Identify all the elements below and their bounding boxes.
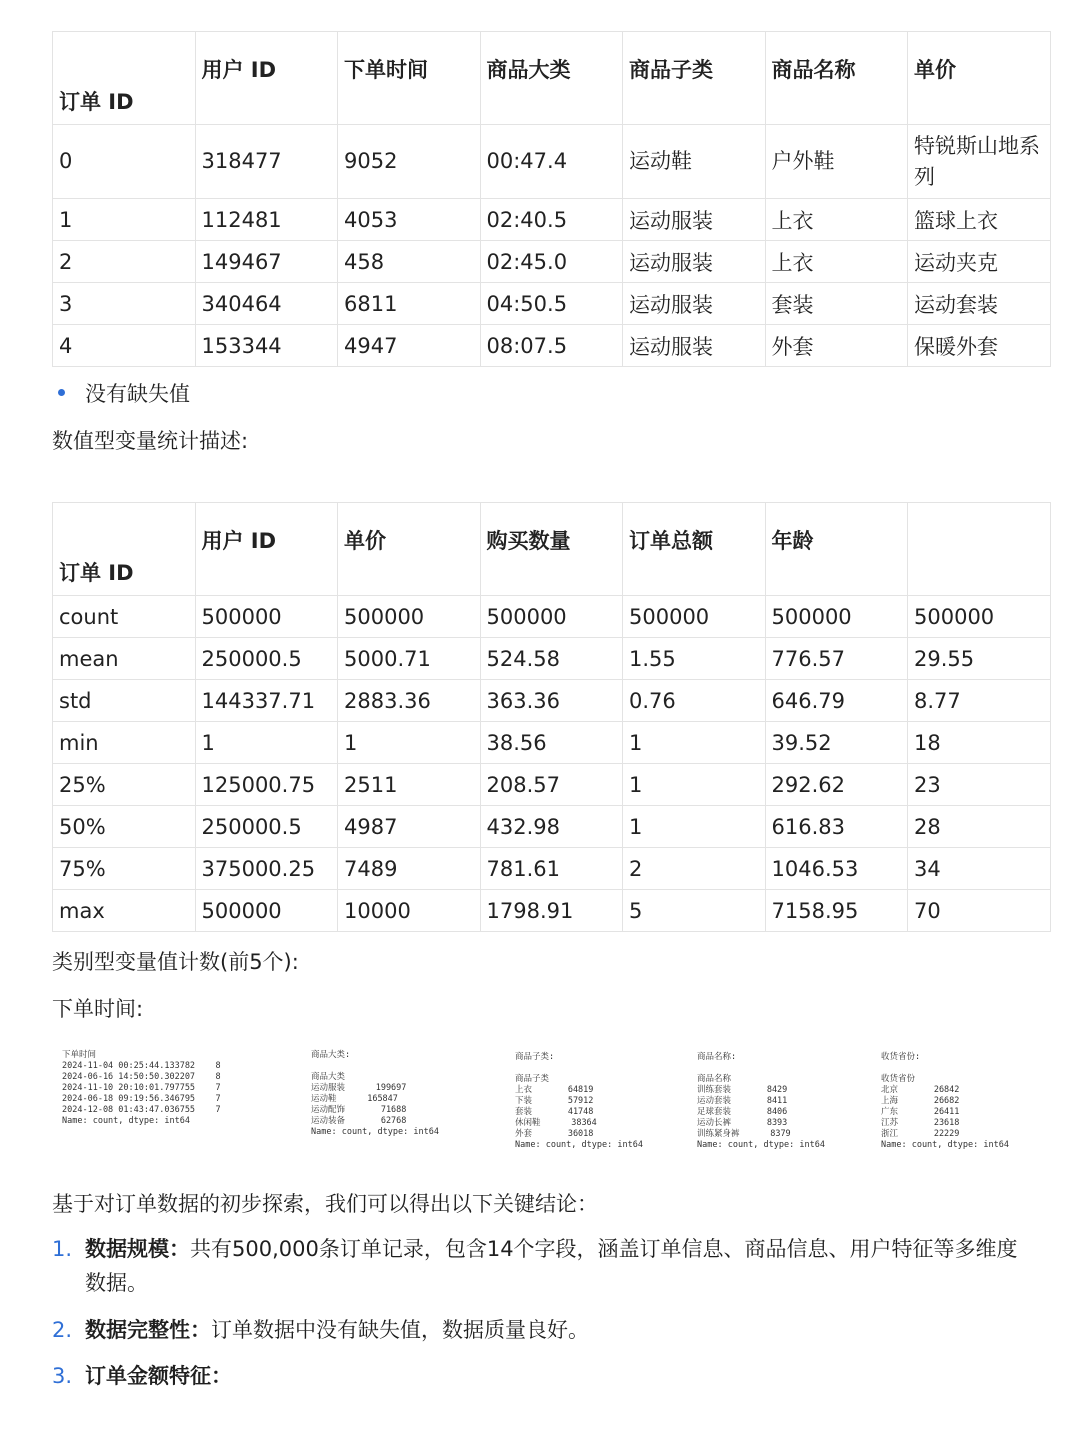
table-cell: max <box>53 890 196 932</box>
table-cell: 1 <box>623 722 766 764</box>
table-cell: 1798.91 <box>480 890 623 932</box>
table-cell: 616.83 <box>765 806 908 848</box>
table-cell: 144337.71 <box>195 680 338 722</box>
table-cell: 70 <box>908 890 1051 932</box>
table-cell: 250000.5 <box>195 806 338 848</box>
table-row <box>53 325 1051 367</box>
table-row <box>53 199 1051 241</box>
table-cell: 4053 <box>338 199 481 241</box>
table-cell: std <box>53 680 196 722</box>
list-item-title: 数据规模： <box>85 1237 190 1261</box>
list-item <box>52 1359 1027 1393</box>
table-cell: 7489 <box>338 848 481 890</box>
table-row <box>53 125 1051 199</box>
table-cell: count <box>53 596 196 638</box>
order-time-title: 下单时间: <box>52 997 144 1021</box>
table-cell: 75% <box>53 848 196 890</box>
list-item-text: 共有500,000条订单记录，包含14个字段，涵盖订单信息、商品信息、用户特征等多维度数据。 <box>85 1237 1018 1295</box>
list-body <box>85 1359 1025 1393</box>
table-row <box>53 638 1051 680</box>
table-cell: 38.56 <box>480 722 623 764</box>
table-cell: 5 <box>623 890 766 932</box>
table-cell: 2511 <box>338 764 481 806</box>
table-cell: 153344 <box>195 325 338 367</box>
table-cell: 4987 <box>338 806 481 848</box>
list-number: 1. <box>52 1237 73 1261</box>
numeric-stats-title: 数值型变量统计描述: <box>52 429 249 453</box>
table-cell: 套装 <box>765 283 908 325</box>
column-header: 购买数量 <box>480 503 623 596</box>
table-row <box>53 764 1051 806</box>
table-cell: 458 <box>338 241 481 283</box>
table-cell: 运动服装 <box>623 283 766 325</box>
column-header: 用户 ID <box>195 32 338 125</box>
list-item-text: 订单数据中没有缺失值，数据质量良好。 <box>211 1318 589 1342</box>
table-cell: 2 <box>623 848 766 890</box>
column-header: 订单总额 <box>623 503 766 596</box>
table-cell: 208.57 <box>480 764 623 806</box>
table-cell: 500000 <box>908 596 1051 638</box>
table-cell: 上衣 <box>765 199 908 241</box>
orders-preview-table <box>52 31 1051 367</box>
table-cell: 363.36 <box>480 680 623 722</box>
list-item <box>52 1313 1027 1347</box>
table-cell: 149467 <box>195 241 338 283</box>
table-cell: 特锐斯山地系列 <box>908 125 1051 199</box>
list-item-title: 订单金额特征： <box>85 1364 232 1388</box>
subcategory-value-counts: 商品子类: 商品子类 上衣 64819 下装 57912 套装 41748 休闲鞋 38364 外套 36018 Name: count, dtype: int64 <box>515 1052 643 1150</box>
table-cell: 781.61 <box>480 848 623 890</box>
column-header <box>908 503 1051 596</box>
table-cell: 运动服装 <box>623 199 766 241</box>
table-cell: 4947 <box>338 325 481 367</box>
column-header: 商品名称 <box>765 32 908 125</box>
table-row <box>53 806 1051 848</box>
column-header: 年龄 <box>765 503 908 596</box>
table-cell: 运动服装 <box>623 325 766 367</box>
table-cell: 500000 <box>480 596 623 638</box>
list-item-title: 数据完整性： <box>85 1318 211 1342</box>
table-row <box>53 722 1051 764</box>
table-row <box>53 241 1051 283</box>
list-number: 3. <box>52 1364 73 1388</box>
table-cell: 39.52 <box>765 722 908 764</box>
table-cell: 29.55 <box>908 638 1051 680</box>
list-body <box>85 1232 1025 1300</box>
table-cell: 运动夹克 <box>908 241 1051 283</box>
table-cell: 34 <box>908 848 1051 890</box>
table-cell: 500000 <box>195 890 338 932</box>
table-cell: 上衣 <box>765 241 908 283</box>
table-cell: 运动鞋 <box>623 125 766 199</box>
table-cell: 292.62 <box>765 764 908 806</box>
numeric-stats-table <box>52 502 1051 932</box>
table-cell: 10000 <box>338 890 481 932</box>
table-cell: 1 <box>195 722 338 764</box>
table-cell: 6811 <box>338 283 481 325</box>
table-cell: 02:40.5 <box>480 199 623 241</box>
table-cell: 18 <box>908 722 1051 764</box>
table-row <box>53 680 1051 722</box>
list-item <box>52 1232 1027 1302</box>
table-cell: 500000 <box>623 596 766 638</box>
table-cell: 1.55 <box>623 638 766 680</box>
table-cell: 9052 <box>338 125 481 199</box>
table-cell: mean <box>53 638 196 680</box>
table-cell: 318477 <box>195 125 338 199</box>
table-cell: 5000.71 <box>338 638 481 680</box>
order-time-value-counts: 下单时间 2024-11-04 00:25:44.133782 8 2024-06-16 14:50:50.302207 8 2024-11-10 20:10:01.797755 7 2024-06-18 09:19:56.346795 7 2024-12-08 01:43:47.036755 7 Name: count, dtype: int64 <box>62 1050 221 1126</box>
product-name-value-counts: 商品名称: 商品名称 训练套装 8429 运动套装 8411 足球套装 8406 运动长裤 8393 训练紧身裤 8379 Name: count, dtype: int64 <box>697 1052 825 1150</box>
table-cell: 776.57 <box>765 638 908 680</box>
table-cell: 250000.5 <box>195 638 338 680</box>
table-cell: 外套 <box>765 325 908 367</box>
table-cell: 500000 <box>338 596 481 638</box>
table-cell: 432.98 <box>480 806 623 848</box>
table-cell: 23 <box>908 764 1051 806</box>
list-body <box>85 1313 1025 1347</box>
table-row <box>53 890 1051 932</box>
table-cell: 4 <box>53 325 196 367</box>
list-number: 2. <box>52 1318 73 1342</box>
table-cell: 保暖外套 <box>908 325 1051 367</box>
table-cell: 0.76 <box>623 680 766 722</box>
table-header-row <box>53 503 1051 596</box>
table-cell: 户外鞋 <box>765 125 908 199</box>
table-cell: 1 <box>338 722 481 764</box>
column-header: 订单 ID <box>53 32 196 125</box>
table-cell: 112481 <box>195 199 338 241</box>
table-row <box>53 283 1051 325</box>
table-cell: 1 <box>623 764 766 806</box>
bullet-text: 没有缺失值 <box>85 382 190 406</box>
table-cell: 0 <box>53 125 196 199</box>
table-cell: 3 <box>53 283 196 325</box>
column-header: 商品子类 <box>623 32 766 125</box>
category-value-counts: 商品大类: 商品大类 运动服装 199697 运动鞋 165847 运动配饰 71688 运动装备 62768 Name: count, dtype: int64 <box>311 1050 439 1137</box>
table-cell: 340464 <box>195 283 338 325</box>
table-cell: 28 <box>908 806 1051 848</box>
table-cell: 运动套装 <box>908 283 1051 325</box>
table-cell: 8.77 <box>908 680 1051 722</box>
table-cell: 25% <box>53 764 196 806</box>
table-cell: 500000 <box>195 596 338 638</box>
table-cell: 125000.75 <box>195 764 338 806</box>
table-header-row <box>53 32 1051 125</box>
table-cell: 08:07.5 <box>480 325 623 367</box>
province-value-counts: 收货省份: 收货省份 北京 26842 上海 26682 广东 26411 江苏 23618 浙江 22229 Name: count, dtype: int64 <box>881 1052 1009 1150</box>
table-cell: 50% <box>53 806 196 848</box>
column-header: 单价 <box>338 503 481 596</box>
table-cell: 篮球上衣 <box>908 199 1051 241</box>
table-row <box>53 848 1051 890</box>
column-header: 单价 <box>908 32 1051 125</box>
table-cell: 375000.25 <box>195 848 338 890</box>
table-cell: 2 <box>53 241 196 283</box>
table-cell: min <box>53 722 196 764</box>
category-counts-title: 类别型变量值计数(前5个): <box>52 950 299 974</box>
bullet-dot-icon <box>58 389 65 396</box>
table-cell: 1 <box>623 806 766 848</box>
table-cell: 运动服装 <box>623 241 766 283</box>
table-cell: 00:47.4 <box>480 125 623 199</box>
table-cell: 524.58 <box>480 638 623 680</box>
conclusion-intro: 基于对订单数据的初步探索，我们可以得出以下关键结论： <box>52 1192 598 1216</box>
column-header: 订单 ID <box>53 503 196 596</box>
table-cell: 646.79 <box>765 680 908 722</box>
table-cell: 1046.53 <box>765 848 908 890</box>
column-header: 商品大类 <box>480 32 623 125</box>
column-header: 用户 ID <box>195 503 338 596</box>
column-header: 下单时间 <box>338 32 481 125</box>
table-cell: 1 <box>53 199 196 241</box>
table-cell: 2883.36 <box>338 680 481 722</box>
table-cell: 7158.95 <box>765 890 908 932</box>
table-cell: 04:50.5 <box>480 283 623 325</box>
table-cell: 02:45.0 <box>480 241 623 283</box>
table-row <box>53 596 1051 638</box>
table-cell: 500000 <box>765 596 908 638</box>
